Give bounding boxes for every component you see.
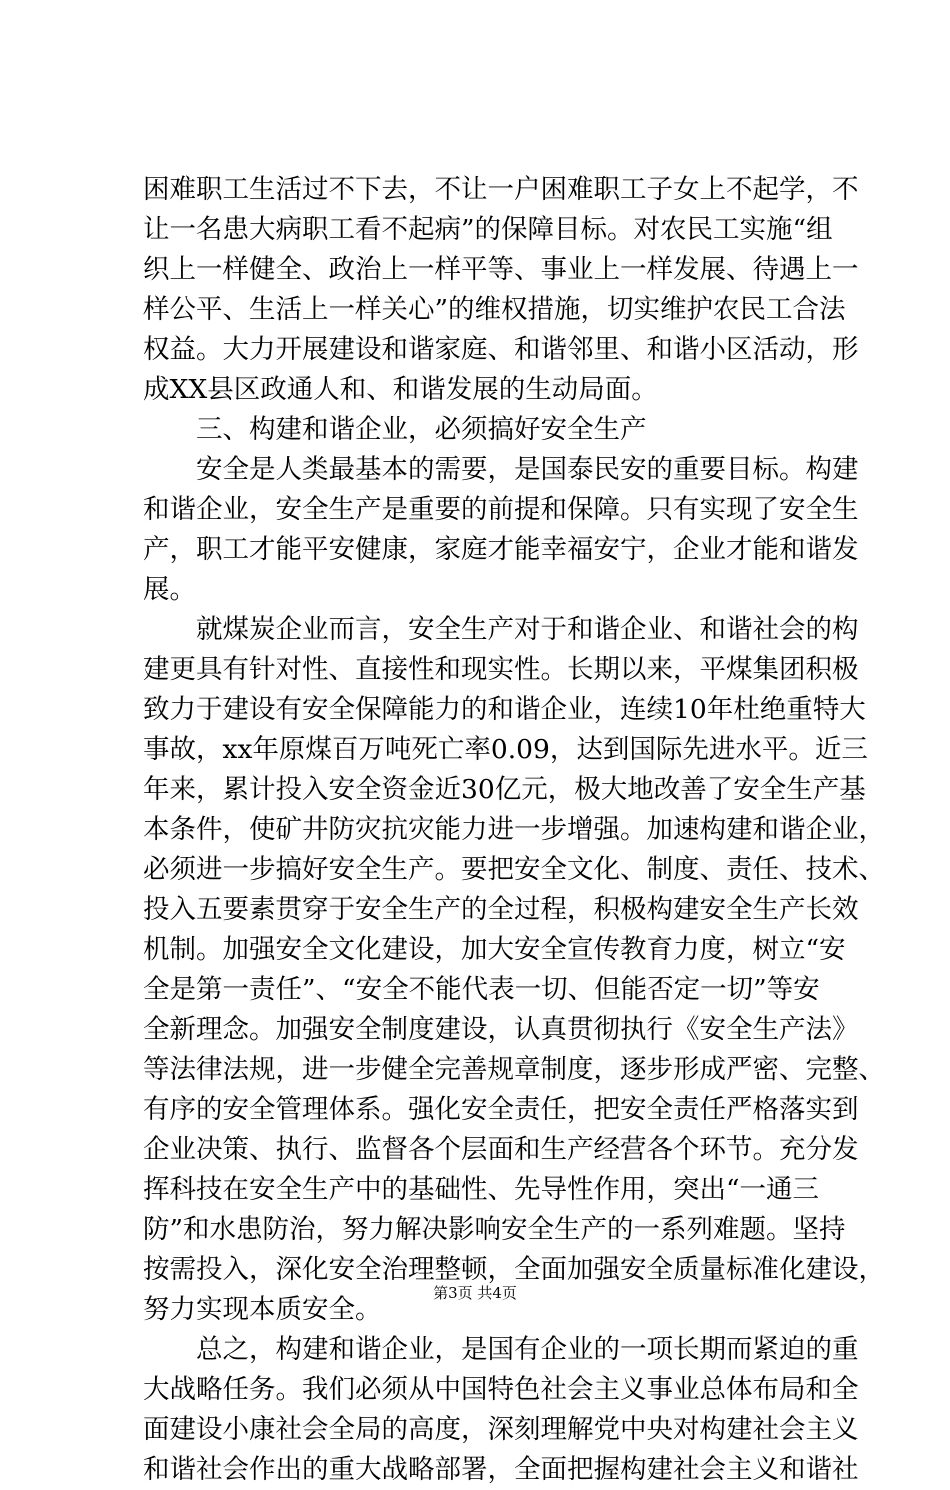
text-line: 困难职工生活过不下去，不让一户困难职工子女上不起学，不	[143, 174, 859, 205]
text-line: 致力于建设有安全保障能力的和谐企业，连续10年杜绝重特大	[143, 694, 866, 725]
text-line: 展。	[143, 574, 196, 605]
text-line: 织上一样健全、政治上一样平等、事业上一样发展、待遇上一	[143, 254, 859, 285]
text-line: 成XX县区政通人和、和谐发展的生动局面。	[143, 374, 658, 405]
text-line: 有序的安全管理体系。强化安全责任，把安全责任严格落实到	[143, 1094, 859, 1125]
text-line: 让一名患大病职工看不起病”的保障目标。对农民工实施“组	[143, 214, 833, 245]
text-line: 挥科技在安全生产中的基础性、先导性作用，突出“一通三	[143, 1174, 820, 1205]
text-line: 建更具有针对性、直接性和现实性。长期以来，平煤集团积极	[143, 654, 859, 685]
section-heading: 三、构建和谐企业，必须搞好安全生产	[143, 414, 647, 445]
text-line: 防”和水患防治，努力解决影响安全生产的一系列难题。坚持	[143, 1214, 846, 1245]
text-line: 投入五要素贯穿于安全生产的全过程，积极构建安全生产长效	[143, 894, 859, 925]
text-line: 大战略任务。我们必须从中国特色社会主义事业总体布局和全	[143, 1374, 859, 1405]
text-line: 全新理念。加强安全制度建设，认真贯彻执行《安全生产法》	[143, 1014, 859, 1045]
text-line: 产，职工才能平安健康，家庭才能幸福安宁，企业才能和谐发	[143, 534, 859, 565]
text-line: 本条件，使矿井防灾抗灾能力进一步增强。加速构建和谐企业，	[143, 814, 885, 845]
text-line: 年来，累计投入安全资金近30亿元，极大地改善了安全生产基	[143, 774, 866, 805]
text-line: 和谐社会作出的重大战略部署，全面把握构建社会主义和谐社	[143, 1454, 859, 1485]
text-line: 机制。加强安全文化建设，加大安全宣传教育力度，树立“安	[143, 934, 846, 965]
text-line: 等法律法规，进一步健全完善规章制度，逐步形成严密、完整、	[143, 1054, 885, 1085]
text-line: 全是第一责任”、“安全不能代表一切、但能否定一切”等安	[143, 974, 820, 1005]
text-line: 面建设小康社会全局的高度，深刻理解党中央对构建社会主义	[143, 1414, 859, 1445]
text-line: 企业决策、执行、监督各个层面和生产经营各个环节。充分发	[143, 1134, 859, 1165]
text-line: 权益。大力开展建设和谐家庭、和谐邻里、和谐小区活动，形	[143, 334, 859, 365]
text-line: 就煤炭企业而言，安全生产对于和谐企业、和谐社会的构	[143, 614, 859, 645]
text-line: 按需投入，深化安全治理整顿，全面加强安全质量标准化建设，	[143, 1254, 885, 1285]
text-line: 总之，构建和谐企业，是国有企业的一项长期而紧迫的重	[143, 1334, 859, 1365]
text-line: 安全是人类最基本的需要，是国泰民安的重要目标。构建	[143, 454, 859, 485]
text-line: 努力实现本质安全。	[143, 1294, 382, 1325]
text-line: 事故，xx年原煤百万吨死亡率0.09，达到国际先进水平。近三	[143, 734, 868, 765]
text-line: 必须进一步搞好安全生产。要把安全文化、制度、责任、技术、	[143, 854, 885, 885]
text-line: 样公平、生活上一样关心”的维权措施，切实维护农民工合法	[143, 294, 846, 325]
page-number: 第3页 共4页	[433, 1284, 517, 1302]
text-line: 和谐企业，安全生产是重要的前提和保障。只有实现了安全生	[143, 494, 859, 525]
